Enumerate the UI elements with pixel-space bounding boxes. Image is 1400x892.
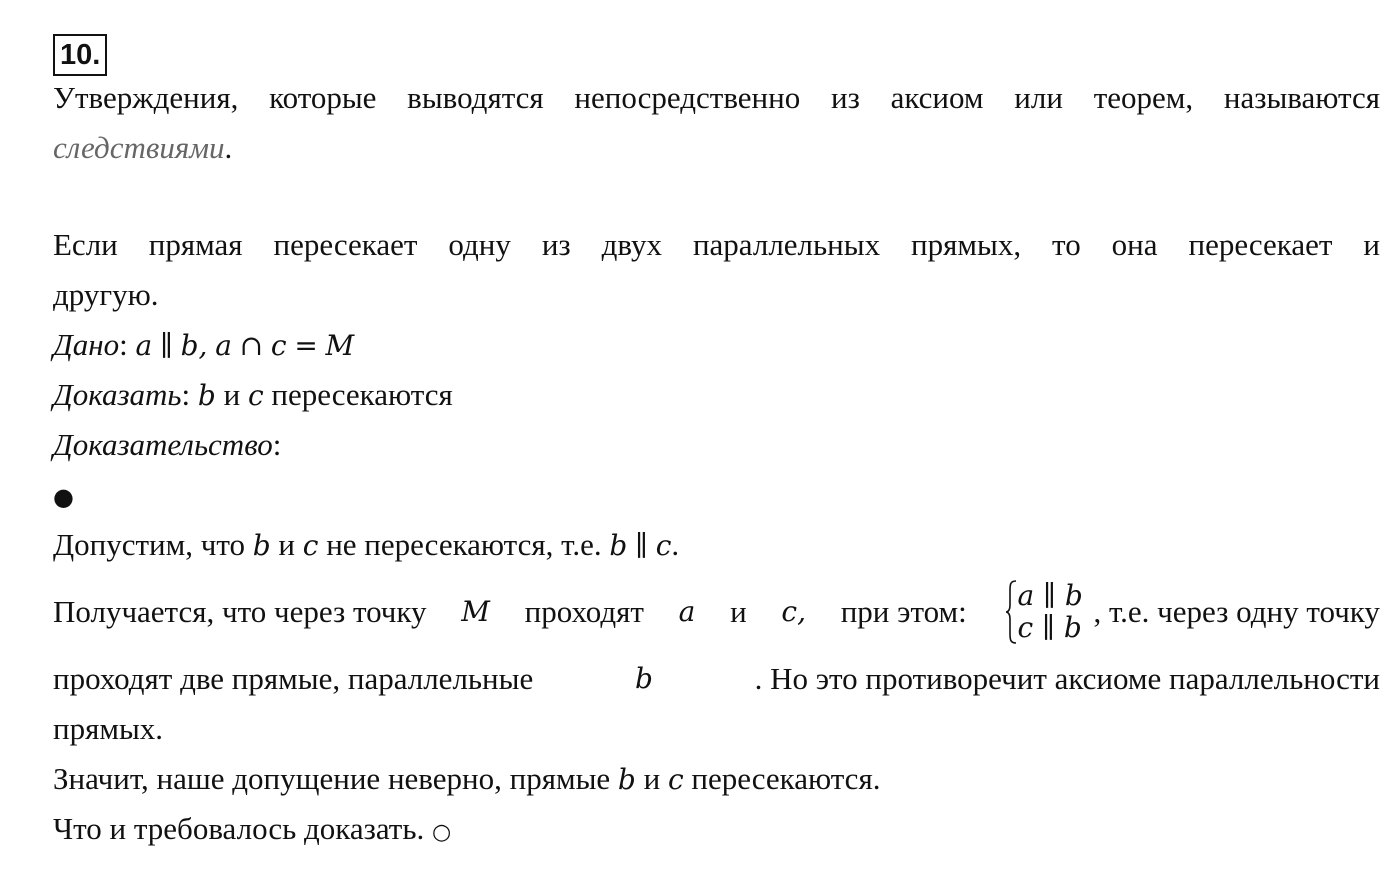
prove-rest: пересекаются — [271, 377, 453, 412]
definition-line-1 — [53, 73, 1380, 123]
result-text-4: , т.е. через одну точку — [1093, 594, 1380, 629]
prove-b: b — [197, 379, 216, 412]
definition-text: Утверждения, которые выводятся непосредственно из аксиом или теорем, называются — [53, 80, 1380, 115]
definition-end: . — [224, 130, 233, 165]
statement-line-2 — [53, 270, 1380, 320]
assume-b: b — [252, 529, 271, 562]
contradiction-b: b — [634, 662, 653, 695]
given-a2: a — [215, 329, 232, 362]
equation-system — [1005, 579, 1091, 645]
given-label: Дано — [53, 327, 120, 362]
result-c: c, — [781, 595, 806, 628]
result-text-3: при этом: — [840, 594, 967, 629]
assume-text-2: не пересекаются, т.е. — [326, 527, 602, 562]
statement-text-1: Если прямая пересекает одну из двух параллельных прямых, то она пересекает и — [53, 227, 1380, 262]
assume-c: c — [302, 529, 319, 562]
assume-end: . — [671, 527, 680, 562]
result-text-2: проходят — [524, 594, 644, 629]
given-equals: = — [294, 329, 318, 362]
task-number: 10. — [53, 34, 107, 76]
document-page — [53, 34, 1380, 854]
assume-text-1: Допустим, что — [53, 527, 245, 562]
conclusion-text-2: пересекаются. — [691, 761, 881, 796]
paragraph-gap — [53, 173, 1380, 220]
statement-line-1 — [53, 220, 1380, 270]
result-a: a — [678, 595, 696, 628]
proof-sep: : — [272, 427, 282, 462]
contradiction-line-1 — [53, 654, 1380, 704]
prove-line — [53, 370, 1380, 420]
system-row-2: c ∥ b — [1017, 611, 1082, 644]
result-system-group — [1001, 570, 1379, 654]
assume-b2: b — [609, 529, 628, 562]
bullet-line — [53, 470, 1380, 520]
given-parallel: ∥ — [159, 329, 173, 362]
given-b: b, — [180, 329, 208, 362]
given-a: a — [135, 329, 153, 362]
result-and: и — [730, 594, 747, 629]
qed-text: Что и требовалось доказать. — [53, 811, 425, 846]
contradiction-text-1: проходят две прямые, параллельные — [53, 661, 534, 696]
contradiction-line-2 — [53, 704, 1380, 754]
conclusion-b: b — [617, 763, 636, 796]
proof-label-line — [53, 420, 1380, 470]
assume-line — [53, 520, 1380, 570]
conclusion-and: и — [643, 761, 661, 796]
assume-and: и — [278, 527, 296, 562]
result-line — [53, 570, 1380, 654]
given-line — [53, 320, 1380, 370]
proof-label: Доказательство — [53, 427, 273, 462]
definition-line-2 — [53, 123, 1380, 173]
qed-line — [53, 804, 1380, 854]
assume-c2: c — [655, 529, 672, 562]
system-row-1: a ∥ b — [1017, 579, 1083, 612]
conclusion-line — [53, 754, 1380, 804]
prove-and: и — [223, 377, 241, 412]
prove-c: c — [247, 379, 264, 412]
conclusion-text-1: Значит, наше допущение неверно, прямые — [53, 761, 611, 796]
result-text-1: Получается, что через точку — [53, 594, 427, 629]
contradiction-text-3: прямых. — [53, 711, 164, 746]
contradiction-text-2: . Но это противоречит аксиоме параллельности — [754, 661, 1380, 696]
assume-parallel: ∥ — [635, 529, 648, 562]
statement-text-2: другую. — [53, 277, 159, 312]
given-intersection: ∩ — [239, 329, 264, 362]
prove-label: Доказать — [53, 377, 182, 412]
conclusion-c: c — [667, 763, 684, 796]
bullet-mark: ● — [53, 483, 74, 511]
prove-sep: : — [181, 377, 191, 412]
definition-term: следствиями — [53, 130, 225, 165]
given-sep: : — [119, 327, 128, 362]
left-brace-icon — [1005, 579, 1017, 645]
qed-symbol: ○ — [432, 820, 452, 845]
given-c: c — [270, 329, 287, 362]
given-M: M — [325, 329, 355, 362]
result-M: M — [461, 595, 490, 628]
